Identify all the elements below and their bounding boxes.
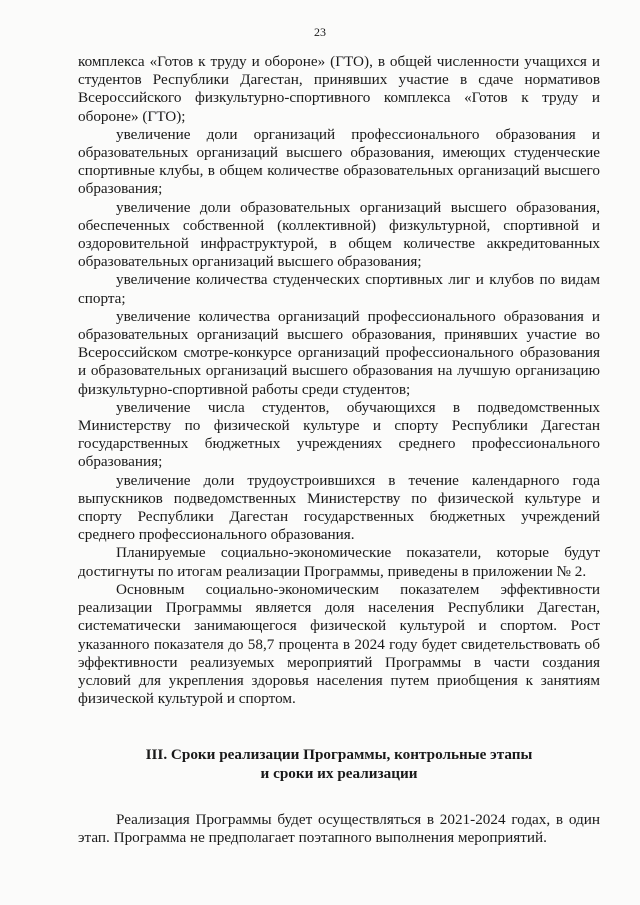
- section-heading: [78, 746, 600, 783]
- page-number: 23: [314, 25, 326, 39]
- document-body: [78, 53, 600, 848]
- paragraph: Основным социально-экономическим показателем эффективности реализации Программы является доля населения Республики Дагестан, систематически занимающегося физической культурой и спортом. Рост указанного показателя до 58,7 процента в 2024 году будет свидетельствовать об эффективности реализуемых мероприятий Программы в части создания условий для укрепления здоровья населения путем приобщения к занятиям физической культурой и спортом.: [78, 580, 600, 708]
- paragraph: увеличение количества студенческих спортивных лиг и клубов по видам спорта;: [78, 271, 600, 307]
- section-heading-line: и сроки их реализации: [260, 764, 418, 782]
- paragraph: Реализация Программы будет осуществляться в 2021-2024 годах, в один этап. Программа не предполагает поэтапного выполнения мероприятий.: [78, 811, 600, 847]
- paragraph: комплекса «Готов к труду и обороне» (ГТО), в общей численности учащихся и студентов Республики Дагестан, принявших участие в сдаче нормативов Всероссийского физкультурно-спортивного комплекса «Готов к труду и обороне» (ГТО);: [78, 53, 600, 125]
- paragraph: увеличение числа студентов, обучающихся в подведомственных Министерству по физической культуре и спорту Республики Дагестан государственных бюджетных учреждениях среднего профессионального образования;: [78, 398, 600, 471]
- paragraph: увеличение доли трудоустроившихся в течение календарного года выпускников подведомственных Министерству по физической культуре и спорту Республики Дагестан государственных бюджетных учреждений среднего профессионального образования.: [78, 471, 600, 544]
- paragraph: увеличение количества организаций профессионального образования и образовательных организаций высшего образования, принявших участие во Всероссийском смотре-конкурсе организаций профессионального образования и образовательных организаций высшего образования на лучшую организацию физкультурно-спортивной работы среди студентов;: [78, 307, 600, 398]
- section-heading-line: III. Сроки реализации Программы, контрольные этапы: [145, 746, 533, 764]
- paragraph: увеличение доли образовательных организаций высшего образования, обеспеченных собственной (коллективной) физкультурной, спортивной и оздоровительной инфраструктурой, в общем количестве аккредитованных образовательных организаций высшего образования;: [78, 198, 600, 271]
- paragraph: Планируемые социально-экономические показатели, которые будут достигнуты по итогам реализации Программы, приведены в приложении № 2.: [78, 544, 600, 580]
- paragraph: увеличение доли организаций профессионального образования и образовательных организаций высшего образования, имеющих студенческие спортивные клубы, в общем количестве образовательных организаций высшего образования;: [78, 125, 600, 198]
